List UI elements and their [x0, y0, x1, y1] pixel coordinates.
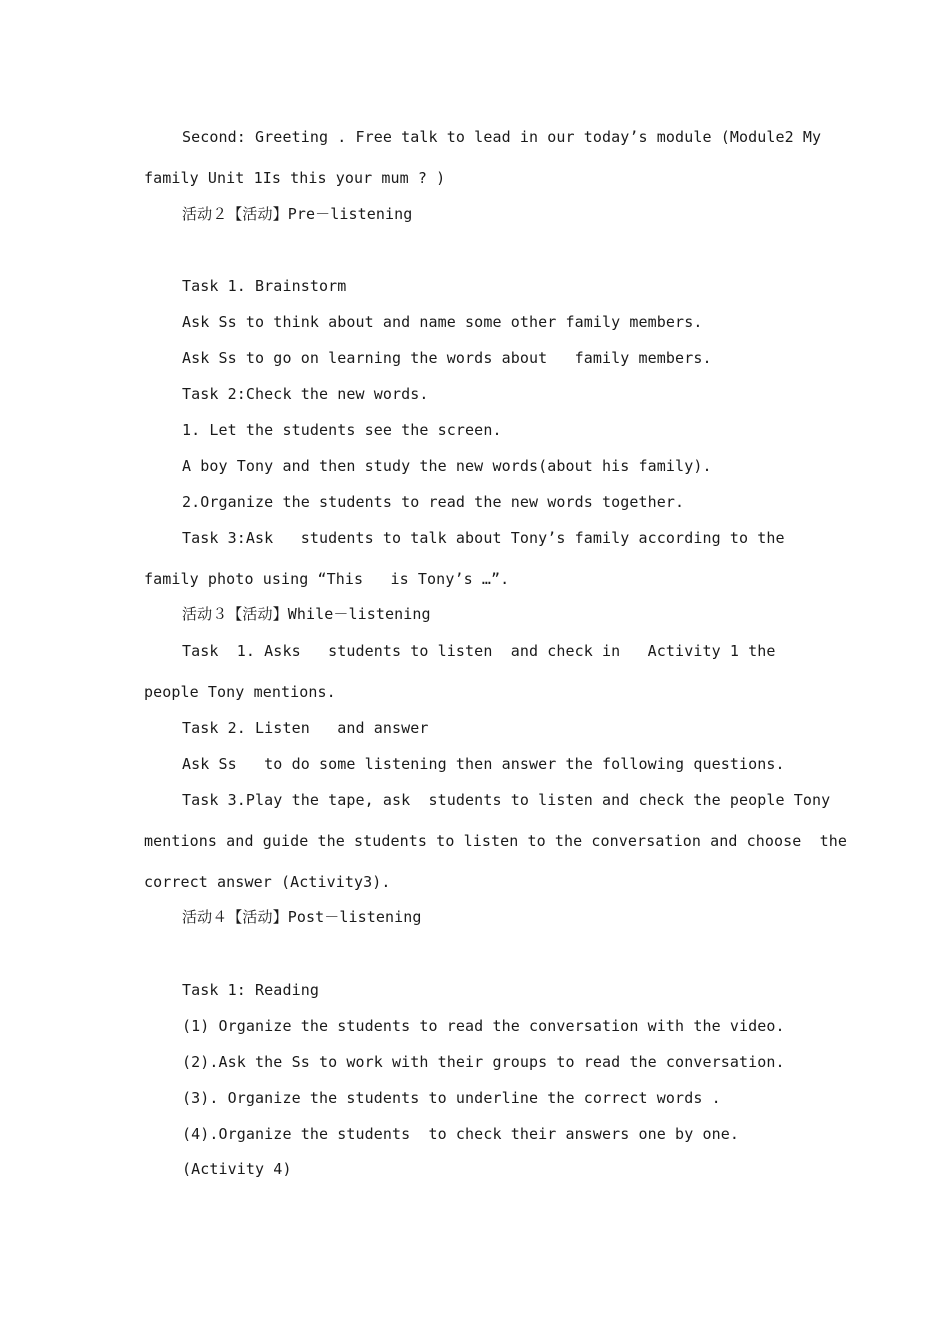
text-line: Task 2. Listen and answer: [182, 719, 429, 737]
heading-activity-2: 活动２【活动】Pre－listening: [182, 205, 413, 223]
text-line: (3). Organize the students to underline the correct words .: [182, 1089, 721, 1107]
heading-activity-3: 活动３【活动】While－listening: [182, 605, 431, 623]
text-line-task-3: Task 3:Ask students to talk about Tony’s family according to the: [182, 529, 785, 547]
text-line: (2).Ask the Ss to work with their groups to read the conversation.: [182, 1053, 785, 1071]
text-line-task-1: Task 1. Brainstorm: [182, 277, 347, 295]
text-line: Ask Ss to do some listening then answer the following questions.: [182, 755, 785, 773]
text-line: (1) Organize the students to read the conversation with the video.: [182, 1017, 785, 1035]
text-line: Task 1: Reading: [182, 981, 319, 999]
text-line: 2.Organize the students to read the new words together.: [182, 493, 685, 511]
text-line: Task 1. Asks students to listen and check in Activity 1 the: [182, 642, 776, 660]
text-line: Task 3.Play the tape, ask students to listen and check the people Tony: [182, 791, 831, 809]
text-line: people Tony mentions.: [144, 683, 336, 701]
heading-activity-4: 活动４【活动】Post－listening: [182, 908, 422, 926]
text-line-greeting-cont: family Unit 1Is this your mum ? ): [144, 169, 446, 187]
text-line: Ask Ss to go on learning the words about family members.: [182, 349, 712, 367]
text-line: Ask Ss to think about and name some other family members.: [182, 313, 703, 331]
text-line: correct answer (Activity3).: [144, 873, 391, 891]
text-line: family photo using “This is Tony’s …”.: [144, 570, 510, 588]
text-line: (Activity 4): [182, 1160, 292, 1178]
text-line-greeting: Second: Greeting . Free talk to lead in our today’s module (Module2 My: [182, 128, 822, 146]
text-line: (4).Organize the students to check their answers one by one.: [182, 1125, 739, 1143]
text-line: A boy Tony and then study the new words(about his family).: [182, 457, 712, 475]
text-line-task-2: Task 2:Check the new words.: [182, 385, 429, 403]
text-line: 1. Let the students see the screen.: [182, 421, 502, 439]
text-line: mentions and guide the students to listen to the conversation and choose the: [144, 832, 848, 850]
